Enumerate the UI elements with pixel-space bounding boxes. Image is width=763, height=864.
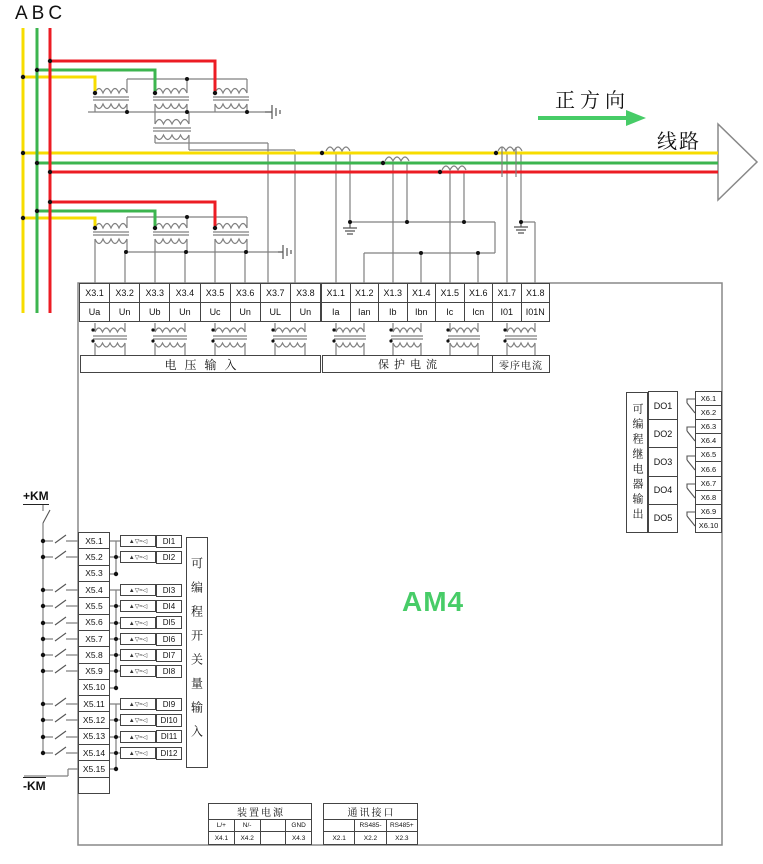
terminal-cell: X5.5 [78,597,110,614]
terminal-cell: X2.2 [355,832,386,844]
signal-cell: I01N [521,302,551,322]
di-cell: DI6 [156,633,182,646]
km-plus-label: +KM [23,489,49,503]
terminal-cell: X2.3 [395,834,409,842]
di-cell: DI8 [156,665,182,678]
terminal-cell: X1.4 [407,283,437,303]
x5-terminal-column [78,533,110,794]
di-cell: DI10 [156,714,182,727]
terminal-cell: X1.6 [464,283,494,303]
comm-col [324,820,355,832]
power-col: L/+ [209,820,235,832]
comm-col: RS485- [355,820,386,832]
relay-output-caption: 可编程继电器输出 [626,392,648,533]
terminal-cell: X5.4 [78,581,110,598]
terminal-cell: X3.1 [79,283,110,303]
terminal-cell: X5.9 [78,663,110,680]
optocoupler-icon: ▲▽≈◁ [120,714,156,726]
protect-current-caption: 保护电流 [322,355,493,373]
do-cell: DO3 [648,447,678,476]
optocoupler-icon: ▲▽≈◁ [120,698,156,710]
signal-cell: Ub [139,302,170,322]
terminal-cell: X5.15 [78,760,110,777]
di-cell: DI12 [156,747,182,760]
optocoupler-icon: ▲▽≈◁ [120,665,156,677]
optocoupler-icon: ▲▽≈◁ [120,731,156,743]
power-header-row [209,820,311,832]
terminal-cell: X1.3 [378,283,408,303]
optocoupler-icon: ▲▽≈◁ [120,535,156,547]
do-cell: DO5 [648,504,678,533]
terminal-cell: X5.2 [78,548,110,565]
terminal-cell: X5.6 [78,614,110,631]
di-cell: DI1 [156,535,182,548]
di-cell: DI3 [156,584,182,597]
ground-icons [265,105,528,259]
signal-cell: Ibn [407,302,437,322]
power-supply-table [208,803,312,845]
signal-cell: I01 [492,302,522,322]
optocoupler-icon: ▲▽≈◁ [120,747,156,759]
x1-terminal-row [322,283,550,303]
terminal-cell: X6.5 [695,447,722,462]
power-col [261,820,287,832]
signal-cell: Ic [435,302,465,322]
di-cell: DI9 [156,698,182,711]
terminal-cell: X3.3 [139,283,170,303]
switch-input-caption: 可编程开关量输入 [186,537,208,768]
optocoupler-icon: ▲▽≈◁ [120,584,156,596]
terminal-cell: X3.7 [260,283,291,303]
terminal-cell: X5.7 [78,630,110,647]
terminal-cell: X6.2 [695,405,722,420]
signal-cell: Ua [79,302,110,322]
terminal-cell: X4.3 [291,834,306,842]
terminal-cell: X6.8 [695,490,722,505]
phase-label-abc: ABC [15,3,67,24]
terminal-cell: X5.12 [78,711,110,728]
x6-terminal-column [695,392,722,533]
power-col: N/- [235,820,261,832]
signal-cell: Un [109,302,140,322]
signal-cell: UL [260,302,291,322]
signal-cell: Ian [350,302,380,322]
terminal-cell: X6.1 [695,391,722,406]
signal-cell: Ib [378,302,408,322]
optocoupler-icon: ▲▽≈◁ [120,633,156,645]
terminal-cell: X5.13 [78,728,110,745]
terminal-cell: X1.7 [492,283,522,303]
signal-cell: Icn [464,302,494,322]
di-cell: DI5 [156,616,182,629]
x3-signal-row [80,302,321,322]
comm-title: 通讯接口 [324,804,417,820]
line-arrow-icon [718,124,757,200]
optocoupler-icon: ▲▽≈◁ [120,600,156,612]
terminal-cell: X6.3 [695,419,722,434]
signal-cell: Uc [200,302,231,322]
x3-terminal-row [80,283,321,303]
di-cell: DI2 [156,551,182,564]
signal-cell: Ia [321,302,351,322]
terminal-cell: X3.2 [109,283,140,303]
do-cell: DO2 [648,419,678,448]
do-cell: DO1 [648,391,678,420]
di-cell: DI4 [156,600,182,613]
switch-icons [43,510,66,755]
terminal-cell-empty [78,777,110,794]
terminal-cell: X1.5 [435,283,465,303]
signal-cell: Un [169,302,200,322]
terminal-cell: X6.9 [695,504,722,519]
terminal-cell: X3.8 [290,283,321,303]
do-cell: DO4 [648,476,678,505]
direction-label: 正方向 [555,90,630,112]
terminal-cell: X1.2 [350,283,380,303]
power-title: 装置电源 [209,804,311,820]
zero-seq-current-caption: 零序电流 [492,355,550,373]
comm-col: RS485+ [387,820,417,832]
comm-terminal-row [324,832,417,844]
terminal-cell: X2.1 [324,832,355,844]
do-column [648,392,678,533]
device-model-label: AM4 [402,586,465,617]
signal-cell: Un [290,302,321,322]
power-col: GND [286,820,311,832]
optocoupler-icon: ▲▽≈◁ [120,551,156,563]
terminal-cell: X1.8 [521,283,551,303]
voltage-input-caption: 电压输入 [80,355,321,373]
terminal-cell: X3.5 [200,283,231,303]
terminal-cell: X5.14 [78,744,110,761]
terminal-cell: X6.4 [695,433,722,448]
terminal-cell: X5.10 [78,679,110,696]
di-cell: DI11 [156,730,182,743]
terminal-cell: X5.3 [78,565,110,582]
terminal-cell: X4.1 [209,832,235,844]
km-minus-label: -KM [23,779,46,793]
relay-contact-icons [687,399,695,526]
terminal-cell: X3.6 [230,283,261,303]
terminal-cell: X1.1 [321,283,351,303]
x1-signal-row [322,302,550,322]
terminal-cell: X6.7 [695,476,722,491]
terminal-cell: X5.11 [78,695,110,712]
terminal-cell: X6.6 [695,461,722,476]
optocoupler-icon: ▲▽≈◁ [120,617,156,629]
signal-cell: Un [230,302,261,322]
terminal-cell: X5.1 [78,532,110,549]
terminal-cell: X4.2 [235,832,261,844]
optocoupler-icon: ▲▽≈◁ [120,649,156,661]
power-terminal-row [209,832,311,844]
terminal-cell [261,832,287,844]
terminal-cell: X6.10 [695,518,722,533]
comm-port-table [323,803,418,845]
line-label: 线路 [657,131,701,153]
terminal-cell: X3.4 [169,283,200,303]
terminal-cell: X5.8 [78,646,110,663]
comm-header-row [324,820,417,832]
di-cell: DI7 [156,649,182,662]
